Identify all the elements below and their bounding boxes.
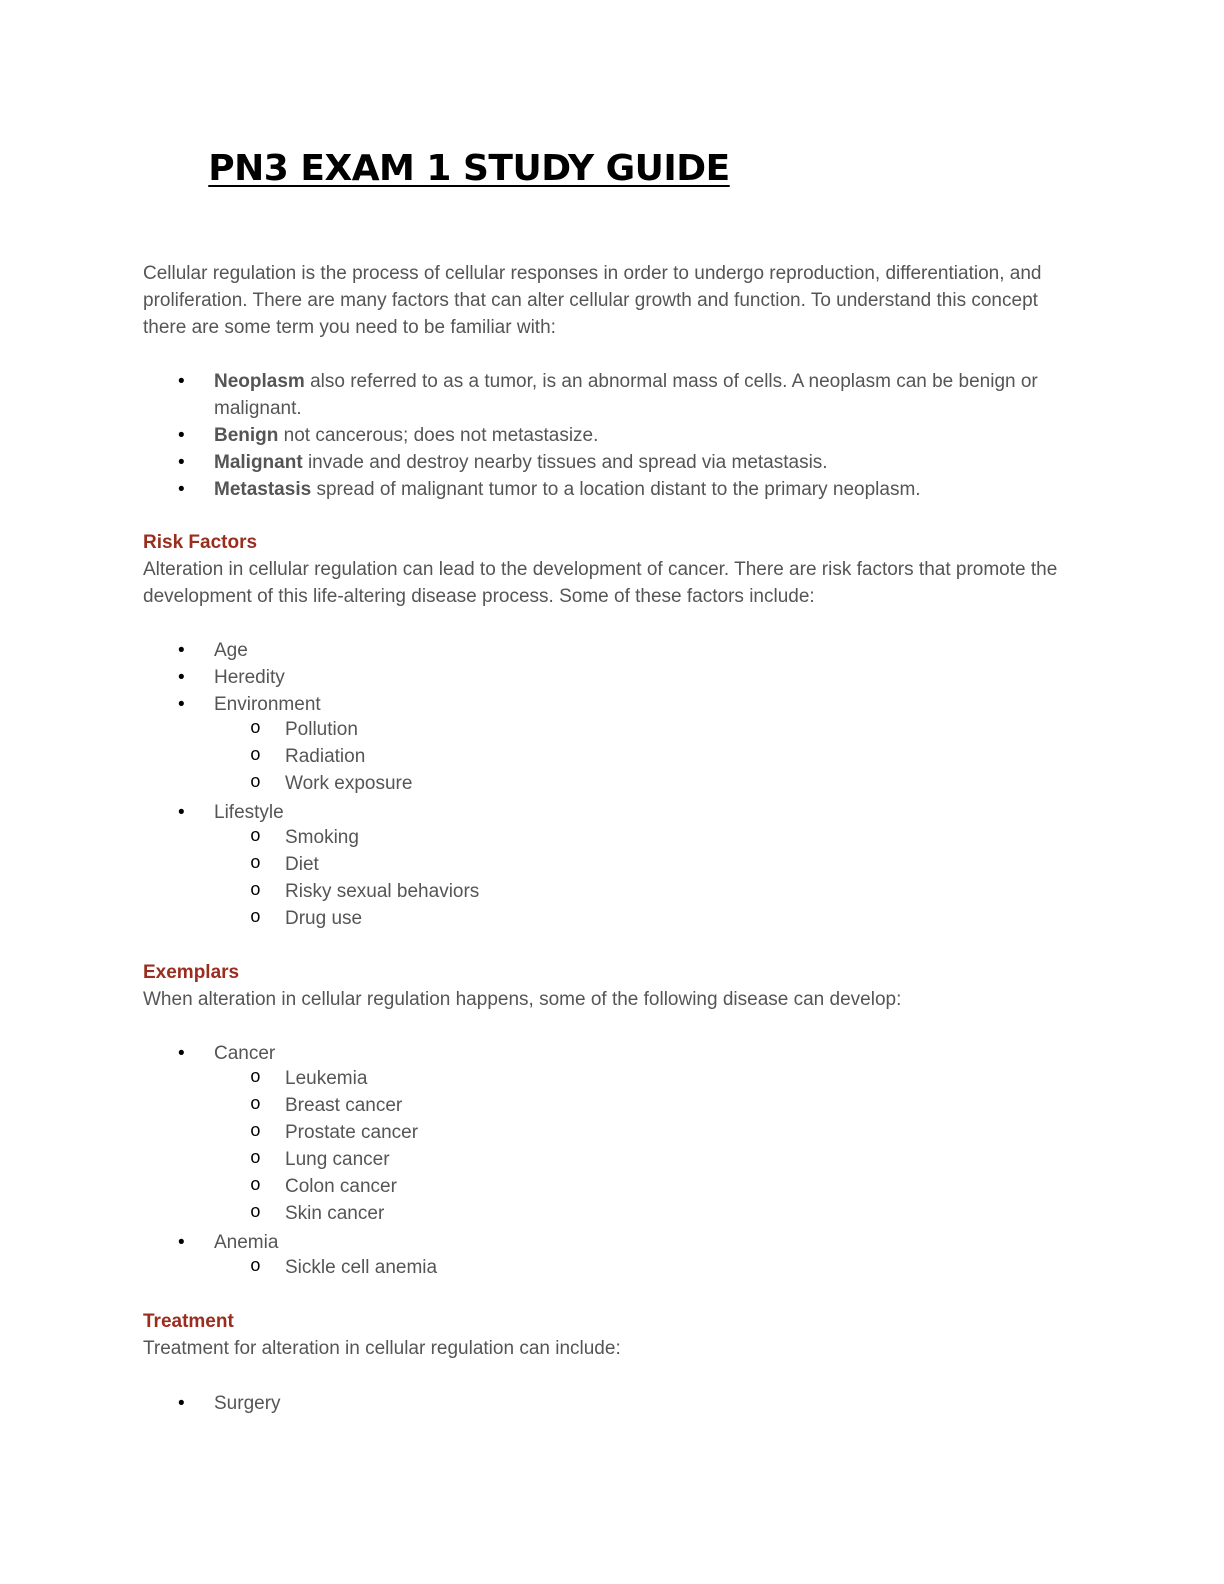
exemplars-list <box>143 1040 1073 1281</box>
sub-list-item: o Prostate cancer <box>250 1122 419 1143</box>
list-item: • Benign not cancerous; does not metastasize. <box>178 425 599 446</box>
risk-factors-list <box>143 637 1073 932</box>
sub-list-item: o Sickle cell anemia <box>250 1257 438 1278</box>
treatment-heading: Treatment <box>143 1311 234 1332</box>
list-item: • Neoplasm also referred to as a tumor, is an abnormal mass of cells. A neoplasm can be benign or malignant. <box>178 371 1038 419</box>
list-item: • Anemia <box>178 1232 279 1253</box>
list-item: • Surgery <box>178 1393 281 1414</box>
sub-list-item: o Diet <box>250 854 319 875</box>
sub-list-item: o Pollution <box>250 719 358 740</box>
sub-list-item: o Breast cancer <box>250 1095 403 1116</box>
exemplars-heading: Exemplars <box>143 962 240 983</box>
sub-list-item: o Leukemia <box>250 1068 368 1089</box>
list-item: • Age <box>178 640 248 661</box>
sub-list-item: o Work exposure <box>250 773 413 794</box>
risk-factors-paragraph: Alteration in cellular regulation can lead to the development of cancer. There are risk factors that promote the development of this life-altering disease process. Some of these factors include: <box>143 559 1058 607</box>
treatment-list <box>143 1390 1073 1417</box>
list-item: • Lifestyle <box>178 802 284 823</box>
treatment-paragraph: Treatment for alteration in cellular regulation can include: <box>143 1338 621 1359</box>
list-item: • Heredity <box>178 667 285 688</box>
list-item: • Cancer <box>178 1043 276 1064</box>
sub-list-item: o Risky sexual behaviors <box>250 881 480 902</box>
sub-list-item: o Lung cancer <box>250 1149 390 1170</box>
risk-factors-heading: Risk Factors <box>143 532 258 553</box>
sub-list-item: o Drug use <box>250 908 363 929</box>
document-title: PN3 EXAM 1 STUDY GUIDE <box>208 148 730 189</box>
sub-list-item: o Smoking <box>250 827 359 848</box>
exemplars-paragraph: When alteration in cellular regulation happens, some of the following disease can develop: <box>143 989 902 1010</box>
sub-list-item: o Colon cancer <box>250 1176 397 1197</box>
sub-list-item: o Radiation <box>250 746 366 767</box>
sub-list-item: o Skin cancer <box>250 1203 385 1224</box>
intro-paragraph: Cellular regulation is the process of cellular responses in order to undergo reproduction, differentiation, and proliferation. There are many factors that can alter cellular growth and function. To understand this concept there are some term you need to be familiar with: <box>143 263 1042 338</box>
list-item: • Environment <box>178 694 321 715</box>
list-item: • Metastasis spread of malignant tumor to a location distant to the primary neoplasm. <box>178 479 921 500</box>
list-item: • Malignant invade and destroy nearby tissues and spread via metastasis. <box>178 452 828 473</box>
terms-list <box>143 368 1073 503</box>
